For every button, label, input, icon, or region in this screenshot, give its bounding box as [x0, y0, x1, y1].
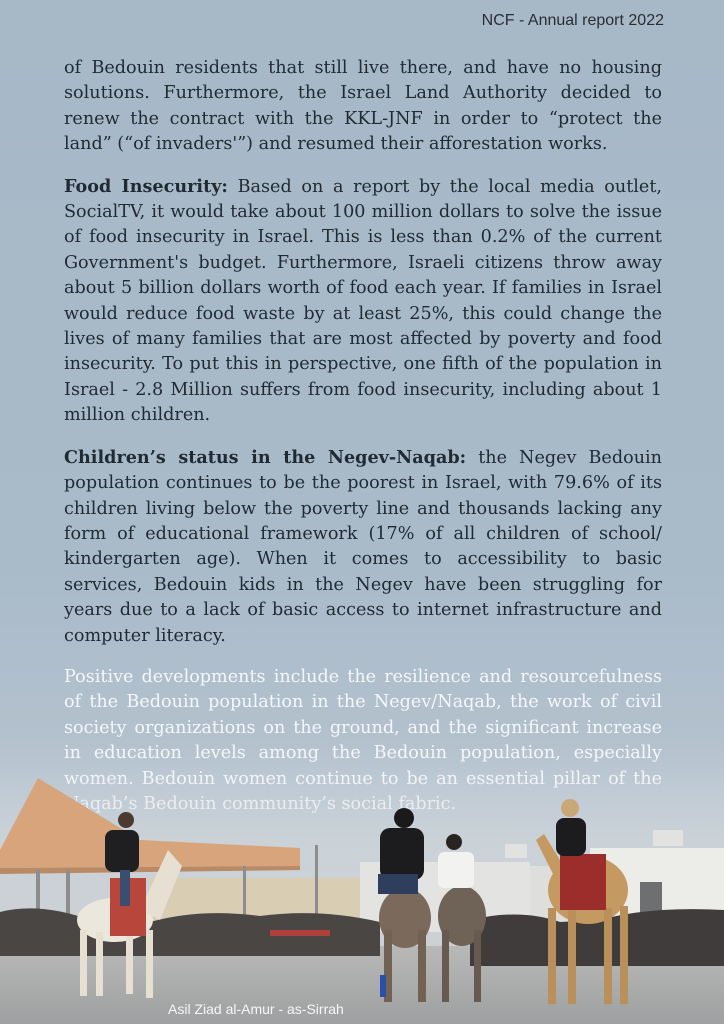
food-insecurity-text: Based on a report by the local media outlet, SocialTV, it would take about 100 million dollars to solve the issue of food insecurity in Israel. This is less than 0.2% of the current Government's budget. Furthermore, Israeli citizens throw away about 5 billion dollars worth of food each year. If families in Israel would reduce food waste by at least 25%, this could change the lives of many families that are most affected by poverty and food insecurity. To put this in perspective, one fifth of the population in Israel - 2.8 Million suffers from food insecurity, including about 1 million children. — [64, 176, 662, 426]
report-header: NCF - Annual report 2022 — [481, 12, 664, 29]
food-insecurity-paragraph — [64, 174, 662, 429]
children-status-text: the Negev Bedouin population continues to be the poorest in Israel, with 79.6% of its children living below the poverty line and thousands lacking any form of educational framework (17% of all children of school/ kindergarten age). When it comes to accessibility to basic services, Bedouin kids in the Negev have been struggling for years due to a lack of basic access to internet infrastructure and computer literacy. — [64, 447, 662, 646]
bedouin-riders-photo — [0, 770, 724, 1024]
children-status-heading: Children’s status in the Negev-Naqab: — [64, 446, 467, 468]
food-insecurity-heading: Food Insecurity: — [64, 175, 228, 197]
article-body — [64, 56, 662, 833]
intro-paragraph: of Bedouin residents that still live there, and have no housing solutions. Furthermore, the Israel Land Authority decided to renew the contract with the KKL-JNF in order to “protect the land” (“of invaders'”) and resumed their afforestation works. — [64, 58, 662, 155]
positive-developments-paragraph: Positive developments include the resilience and resourcefulness of the Bedouin population in the Negev/Naqab, the work of civil society organizations on the ground, and the significant increase in education levels among the Bedouin population, especially — [64, 666, 662, 764]
children-status-paragraph — [64, 445, 662, 649]
photo-caption: Asil Ziad al-Amur - as-Sirrah — [168, 1001, 344, 1017]
